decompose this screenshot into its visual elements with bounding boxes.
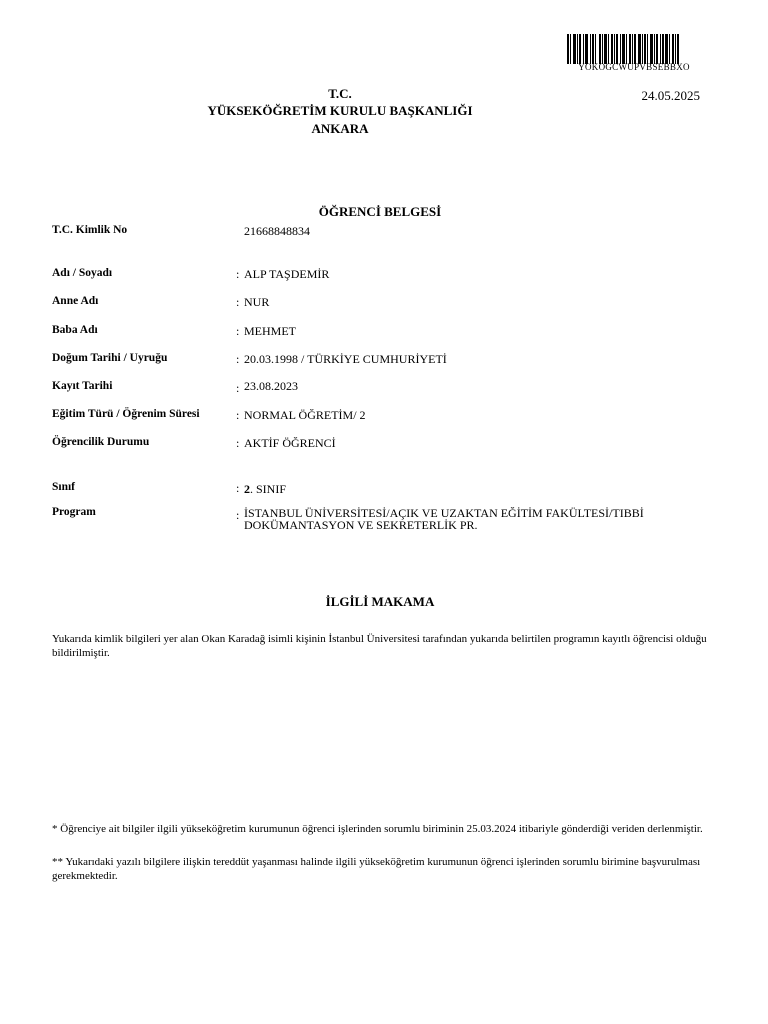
addressee-text: Yukarıda kimlik bilgileri yer alan Okan Karadağ isimli kişinin İstanbul Üniversitesi tarafından yukarıda belirtilen programın kayıtlı öğrencisi olduğu bildirilmiştir. — [52, 633, 707, 659]
father-colon: : — [236, 324, 240, 338]
name-value: ALP TAŞDEMİR — [244, 267, 330, 281]
mother-label: Anne Adı — [52, 295, 99, 307]
status-colon: : — [236, 436, 240, 450]
mother-value: NUR — [244, 295, 270, 309]
father-value: MEHMET — [244, 324, 296, 338]
program-line1: İSTANBUL ÜNİVERSİTESİ/AÇIK VE UZAKTAN EĞİTİM FAKÜLTESİ/TIBBİ — [244, 506, 644, 520]
name-label: Adı / Soyadı — [52, 267, 113, 279]
birth-colon: : — [236, 352, 240, 366]
education-value: NORMAL ÖĞRETİM/ 2 — [244, 408, 366, 422]
grade-number: 2 — [244, 482, 250, 496]
grade-value — [244, 479, 286, 496]
registration-colon: : — [236, 381, 240, 395]
status-label: Öğrencilik Durumu — [52, 436, 150, 448]
education-colon: : — [236, 408, 240, 422]
mother-colon: : — [236, 295, 240, 309]
barcode — [567, 34, 701, 64]
grade-colon: : — [236, 481, 240, 495]
footnote-1: * Öğrenciye ait bilgiler ilgili yükseköğretim kurumunun öğrenci işlerinden sorumlu biriminin 25.03.2024 itibariyle gönderdiği veriden derlenmiştir. — [52, 823, 703, 835]
name-colon: : — [236, 267, 240, 281]
program-label: Program — [52, 506, 96, 518]
birth-value: 20.03.1998 / TÜRKİYE CUMHURİYETİ — [244, 352, 447, 366]
grade-suffix: . SINIF — [250, 482, 287, 496]
program-line2: DOKÜMANTASYON VE SEKRETERLİK PR. — [244, 518, 478, 532]
document-title: ÖĞRENCİ BELGESİ — [318, 204, 442, 219]
registration-value: 23.08.2023 — [244, 379, 298, 393]
education-label: Eğitim Türü / Öğrenim Süresi — [52, 408, 200, 420]
header-city: ANKARA — [311, 121, 369, 136]
registration-label: Kayıt Tarihi — [52, 380, 113, 392]
footnote-2: ** Yukarıdaki yazılı bilgilere ilişkin tereddüt yaşanması halinde ilgili yükseköğretim kurumunun öğrenci işlerinden sorumlu birimine başvurulması gerekmektedir. — [52, 856, 701, 882]
grade-label: Sınıf — [52, 481, 76, 493]
barcode-code: YOKOGCWUPVBSEBBXO — [578, 62, 690, 72]
header-country: T.C. — [328, 86, 352, 101]
status-value: AKTİF ÖĞRENCİ — [244, 436, 336, 450]
tc-value: 21668848834 — [244, 224, 310, 238]
addressee-title: İLGİLİ MAKAMA — [325, 594, 435, 609]
tc-label: T.C. Kimlik No — [52, 224, 128, 236]
birth-label: Doğum Tarihi / Uyruğu — [52, 352, 168, 364]
document-date: 24.05.2025 — [641, 88, 700, 103]
program-colon: : — [236, 508, 240, 522]
father-label: Baba Adı — [52, 324, 98, 336]
header-institution: YÜKSEKÖĞRETİM KURULU BAŞKANLIĞI — [207, 103, 473, 118]
